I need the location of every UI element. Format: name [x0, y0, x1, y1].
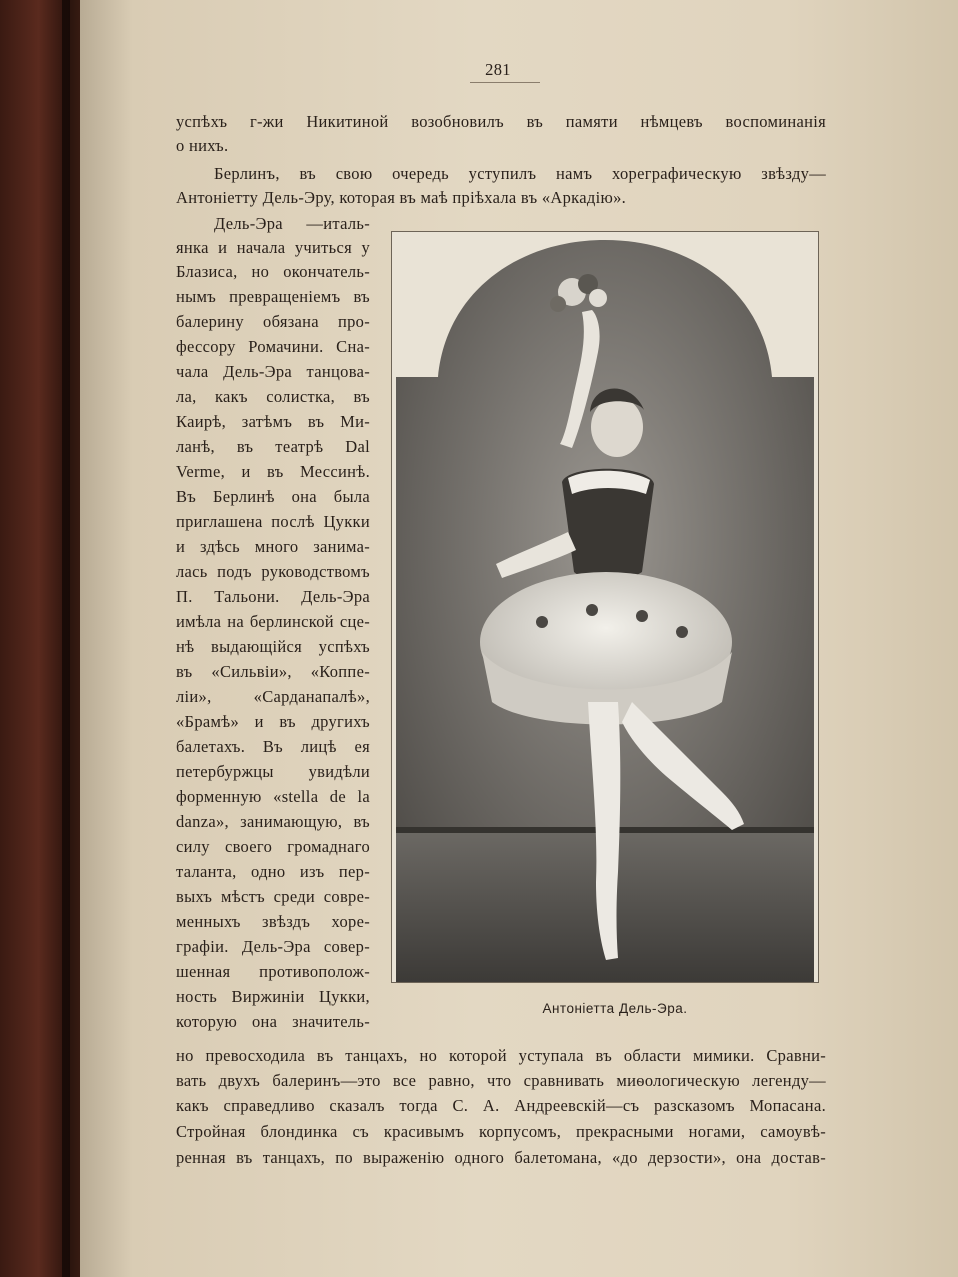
- text-line: успѣхъ г-жи Никитиной возобновилъ въ памяти нѣмцевъ воспоминанія: [176, 112, 826, 131]
- column-line: янка и начала учиться у: [176, 238, 370, 257]
- column-line: графіи. Дель-Эра совер-: [176, 937, 370, 956]
- column-line: которую она значитель-: [176, 1012, 370, 1031]
- text-line: Стройная блондинка съ красивымъ корпусомъ, прекрасными ногами, самоувѣ-: [176, 1122, 826, 1141]
- column-line: ность Виржиніи Цукки,: [176, 987, 370, 1006]
- column-line: лась подъ руководствомъ: [176, 562, 370, 581]
- ballerina-photograph: [391, 231, 819, 983]
- column-line: выхъ мѣстъ среди совре-: [176, 887, 370, 906]
- column-line: шенная противополож-: [176, 962, 370, 981]
- text-line: но превосходила въ танцахъ, но которой уступала въ области мимики. Сравни-: [176, 1046, 826, 1065]
- text-line: ренная въ танцахъ, по выраженію одного балетомана, «до дерзости», она достав-: [176, 1148, 826, 1167]
- column-line: Каирѣ, затѣмъ въ Ми-: [176, 412, 370, 431]
- text-line: Антоніетту Дель-Эру, которая въ маѣ пріѣхала въ «Аркадію».: [176, 188, 627, 207]
- column-line: въ «Сильвіи», «Коппе-: [176, 662, 370, 681]
- column-line: ла, какъ солистка, въ: [176, 387, 370, 406]
- column-line: таланта, одно изъ пер-: [176, 862, 370, 881]
- column-line: ліи», «Сарданапалѣ»,: [176, 687, 370, 706]
- text-line: о нихъ.: [176, 136, 229, 155]
- column-line: балерину обязана про-: [176, 312, 370, 331]
- text-line: вать двухъ балеринъ—это все равно, что сравнивать миѳологическую легенду—: [176, 1071, 826, 1090]
- text-line: какъ справедливо сказалъ тогда С. А. Андреевскій—съ разсказомъ Мопасана.: [176, 1096, 826, 1115]
- header-rule: [470, 82, 540, 83]
- column-line: форменную «stella de la: [176, 787, 370, 806]
- column-line: имѣла на берлинской сце-: [176, 612, 370, 631]
- column-line: силу своего громаднаго: [176, 837, 370, 856]
- column-line: приглашена послѣ Цукки: [176, 512, 370, 531]
- column-line: фессору Ромачини. Сна-: [176, 337, 370, 356]
- book-cover: [0, 0, 70, 1277]
- column-line: Verme, и въ Мессинѣ.: [176, 462, 370, 481]
- column-line: «Брамѣ» и въ другихъ: [176, 712, 370, 731]
- column-line: Въ Берлинѣ она была: [176, 487, 370, 506]
- text-line: Берлинъ, въ свою очередь уступилъ намъ хореграфическую звѣзду—: [214, 164, 826, 183]
- column-line: danza», занимающую, въ: [176, 812, 370, 831]
- column-line: ланѣ, въ театрѣ Dal: [176, 437, 370, 456]
- page-number: 281: [485, 60, 511, 79]
- column-line: Блазиса, но окончатель-: [176, 262, 370, 281]
- column-line: балетахъ. Въ лицѣ ея: [176, 737, 370, 756]
- column-line: петербуржцы увидѣли: [176, 762, 370, 781]
- column-line: и здѣсь много занима-: [176, 537, 370, 556]
- column-line: менныхъ звѣздъ хоре-: [176, 912, 370, 931]
- column-line: Дель-Эра —италь-: [214, 214, 370, 233]
- photo-caption: Антоніетта Дель-Эра.: [542, 1001, 688, 1016]
- column-line: нѣ выдающійся успѣхъ: [176, 637, 370, 656]
- column-line: нымъ превращеніемъ въ: [176, 287, 370, 306]
- column-line: чала Дель-Эра танцова-: [176, 362, 370, 381]
- column-line: П. Тальони. Дель-Эра: [176, 587, 370, 606]
